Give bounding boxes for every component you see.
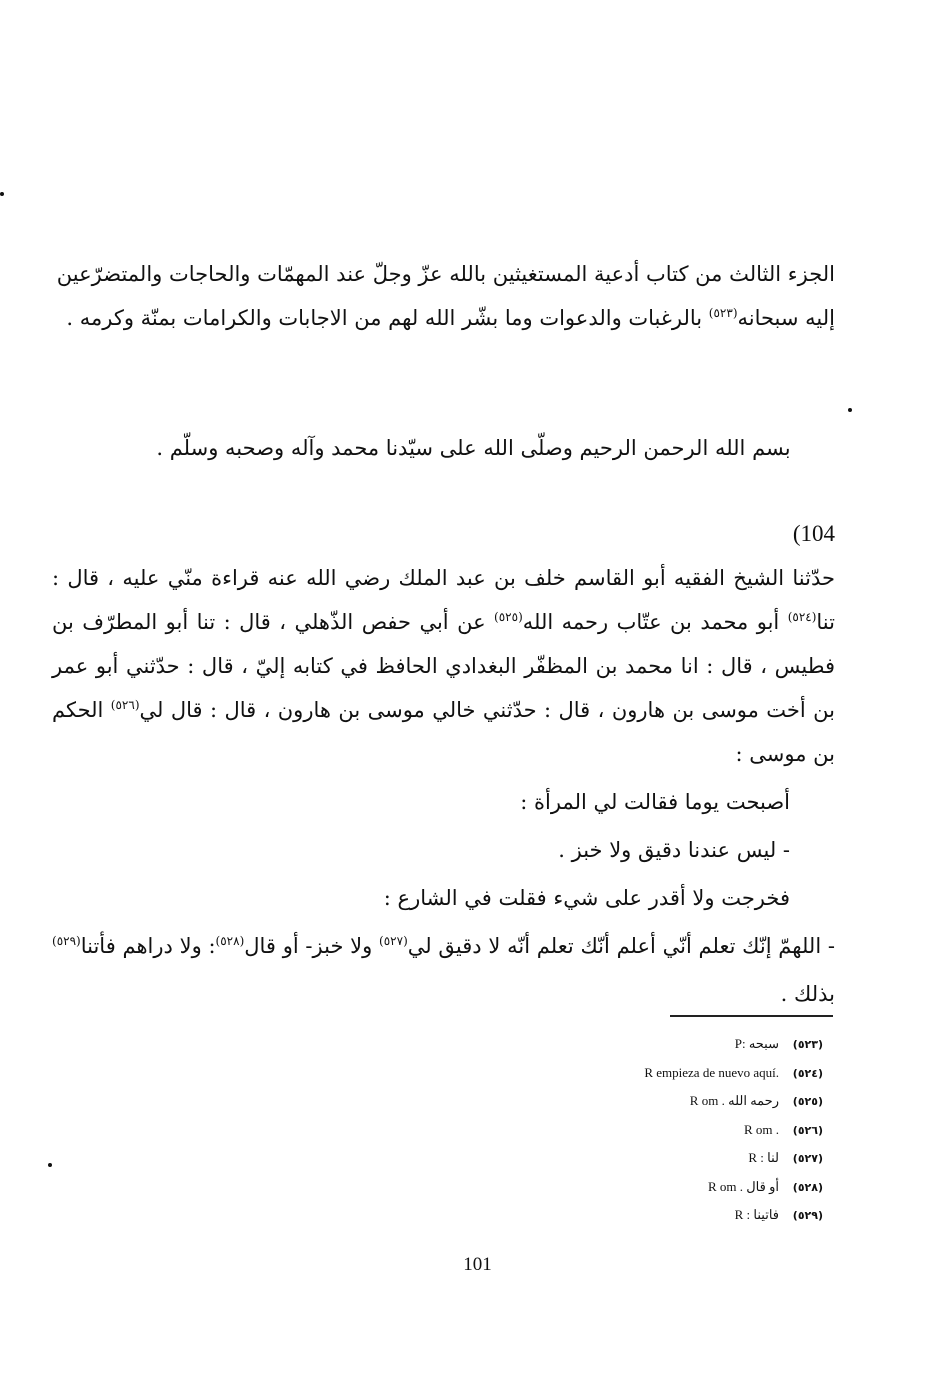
footnote-text: R om . أو قال xyxy=(707,1178,779,1194)
basmala: بسم الله الرحمن الرحيم وصلّى الله على سيّدنا محمد وآله وصحبه وسلّم . xyxy=(156,436,791,460)
title-text: الجزء الثالث من كتاب أدعية المستغيثين بالله عزّ وجلّ عند المهمّات والحاجات والمتضرّعين إليه سبحانه xyxy=(56,262,835,330)
scan-speck xyxy=(848,408,852,412)
title-text-continued: بالرغبات والدعوات وما بشّر الله لهم من الاجابات والكرامات بمنّة وكرمه . xyxy=(66,306,709,330)
matn-text: - اللهمّ إنّك تعلم أنّي أعلم أنّك تعلم أنّه لا دقيق لي xyxy=(407,934,835,958)
matn-line: فخرجت ولا أقدر على شيء فقلت في الشارع : xyxy=(383,886,790,910)
item-number: (104 xyxy=(792,521,835,546)
footnote-text: R : لنا xyxy=(748,1150,779,1165)
footnote-text: R empieza de nuevo aquí. xyxy=(644,1064,779,1080)
footnote xyxy=(423,1173,823,1202)
hadith-matn xyxy=(52,778,835,1018)
footnote-ref: (٥٢٤) xyxy=(787,610,817,624)
isnad-text: الحكم بن موسى : xyxy=(52,698,835,766)
matn-text: : ولا دراهم فأتنا xyxy=(80,934,216,958)
section-title xyxy=(52,252,835,340)
footnote xyxy=(423,1059,823,1088)
matn-text: ولا خبز- أو قال xyxy=(244,934,380,958)
footnote-number: (٥٢٧) xyxy=(792,1152,823,1165)
footnote-text: P: سبحه xyxy=(734,1036,779,1051)
isnad-text: أبو محمد بن عتّاب رحمه الله xyxy=(522,610,788,634)
matn-text: بذلك . xyxy=(780,982,835,1006)
isnad-text: عن أبي حفص الذّهلي ، قال : تنا أبو المطرّف بن فطيس ، قال : انا محمد بن المظفّر البغدادي الحافظ في كتابه إليّ ، قال : حدّثني أبو عمر بن أخت موسى بن هارون ، قال : حدّثني خالي موسى بن هارون ، قال : قال لي xyxy=(52,610,835,722)
hadith-isnad xyxy=(52,556,835,776)
footnote-divider xyxy=(670,1015,833,1017)
footnote-text: R : فاتينا xyxy=(734,1207,779,1222)
footnote-ref: (٥٢٣) xyxy=(708,306,738,320)
footnote-ref: (٥٢٦) xyxy=(110,698,140,712)
footnote xyxy=(423,1144,823,1173)
footnote-ref: (٥٢٧) xyxy=(379,934,408,948)
matn-line: أصبحت يوما فقالت لي المرأة : xyxy=(520,790,790,814)
scan-speck xyxy=(0,192,4,196)
footnote-number: (٥٢٨) xyxy=(792,1180,823,1194)
footnote xyxy=(423,1087,823,1116)
footnote-number: (٥٢٣) xyxy=(792,1038,823,1051)
page-number: 101 xyxy=(463,1254,492,1275)
footnote-number: (٥٢٦) xyxy=(792,1123,823,1137)
footnote-number: (٥٢٩) xyxy=(792,1209,823,1222)
footnote-number: (٥٢٥) xyxy=(792,1095,823,1108)
footnote-ref: (٥٢٨) xyxy=(215,934,245,948)
footnote xyxy=(423,1116,823,1145)
footnote xyxy=(423,1030,823,1059)
isnad-text: حدّثنا الشيخ الفقيه أبو القاسم خلف بن عبد الملك رضي الله عنه قراءة منّي عليه ، قال : تنا xyxy=(52,566,835,634)
footnotes xyxy=(423,1030,823,1230)
footnote-ref: (٥٢٥) xyxy=(494,610,523,624)
matn-line xyxy=(52,922,835,1018)
scan-speck xyxy=(48,1163,52,1167)
footnote-number: (٥٢٤) xyxy=(792,1066,823,1080)
matn-line: - ليس عندنا دقيق ولا خبز . xyxy=(558,838,790,862)
footnote-text: R om . xyxy=(743,1121,779,1137)
footnote xyxy=(423,1201,823,1230)
footnote-text: R om . رحمه الله xyxy=(689,1093,779,1108)
footnote-ref: (٥٢٩) xyxy=(52,934,81,948)
